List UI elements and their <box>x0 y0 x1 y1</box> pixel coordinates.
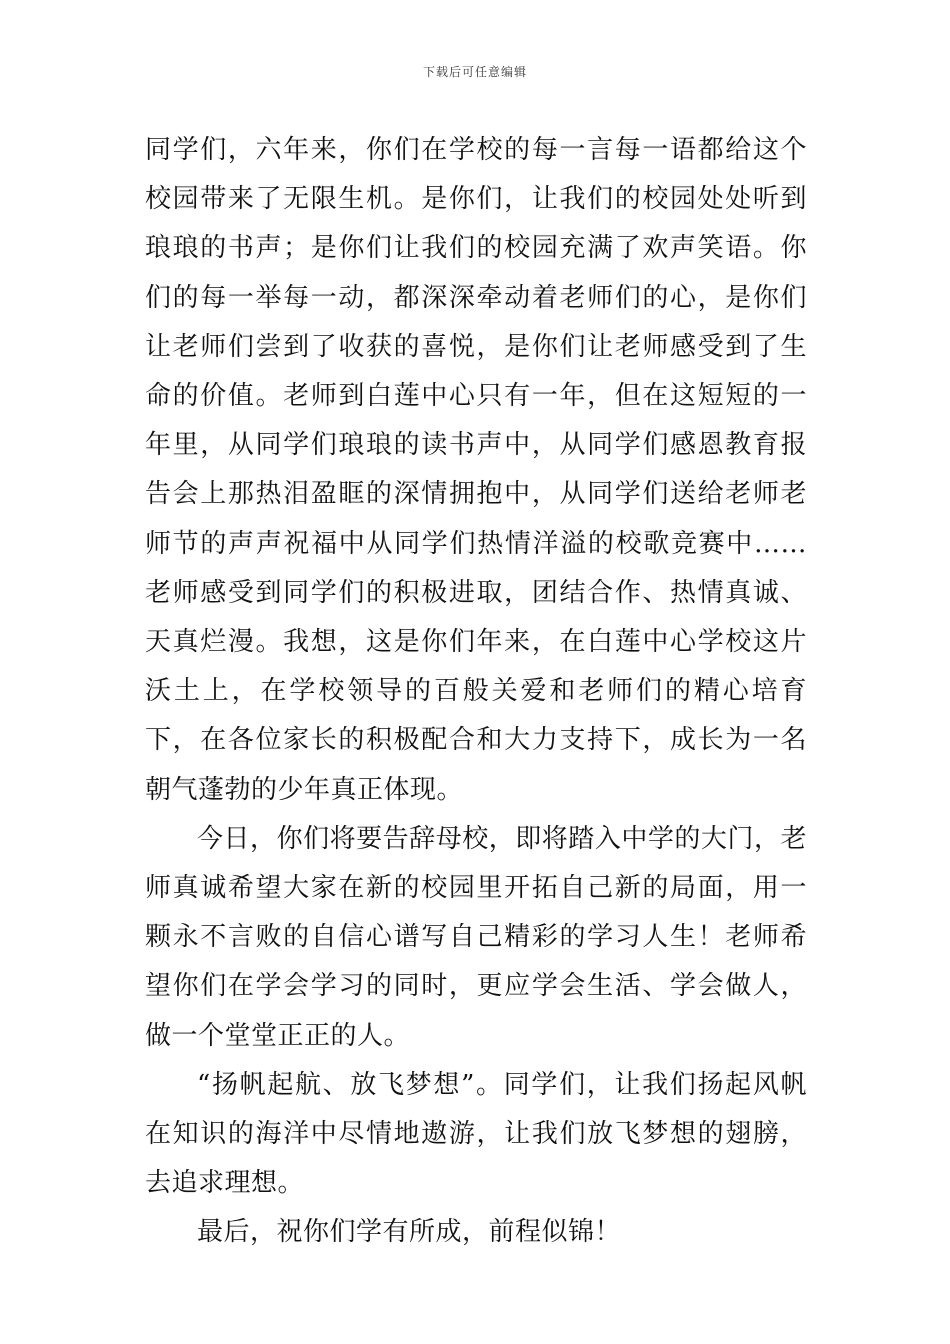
document-body <box>145 126 807 1258</box>
paragraph-1: 同学们，六年来，你们在学校的每一言每一语都给这个校园带来了无限生机。是你们，让我们的校园处处听到琅琅的书声；是你们让我们的校园充满了欢声笑语。你们的每一举每一动，都深深牵动着老师们的心，是你们让老师们尝到了收获的喜悦，是你们让老师感受到了生命的价值。老师到白莲中心只有一年，但在这短短的一年里，从同学们琅琅的读书声中，从同学们感恩教育报告会上那热泪盈眶的深情拥抱中，从同学们送给老师老师节的声声祝福中从同学们热情洋溢的校歌竞赛中……老师感受到同学们的积极进取，团结合作、热情真诚、天真烂漫。我想，这是你们年来，在白莲中心学校这片沃土上，在学校领导的百般关爱和老师们的精心培育下，在各位家长的积极配合和大力支持下，成长为一名朝气蓬勃的少年真正体现。 <box>145 135 807 805</box>
paragraph-2: 今日，你们将要告辞母校，即将踏入中学的大门，老师真诚希望大家在新的校园里开拓自己新的局面，用一颗永不言败的自信心谱写自己精彩的学习人生！老师希望你们在学会学习的同时，更应学会生活、学会做人，做一个堂堂正正的人。 <box>145 823 807 1051</box>
header-note: 下载后可任意编辑 <box>422 65 527 79</box>
paragraph-3: “扬帆起航、放飞梦想”。同学们，让我们扬起风帆在知识的海洋中尽情地遨游，让我们放飞梦想的翅膀，去追求理想。 <box>145 1069 807 1199</box>
paragraph-4: 最后，祝你们学有所成，前程似锦！ <box>197 1217 622 1248</box>
